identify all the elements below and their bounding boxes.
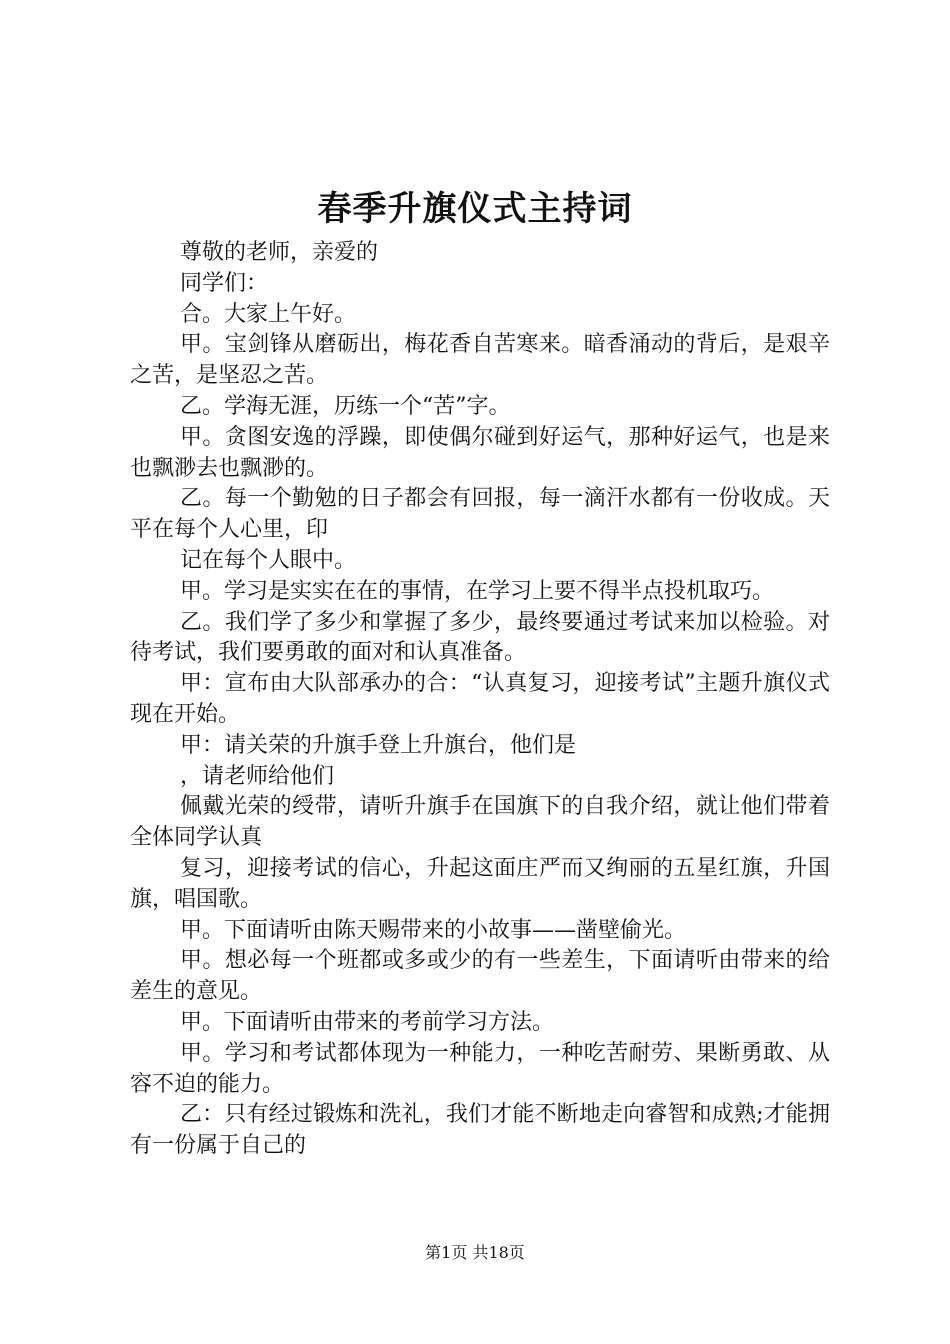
- paragraph: 乙。学海无涯，历练一个“苦”字。: [180, 393, 511, 419]
- paragraph: 甲。宝剑锋从磨砺出，梅花香自苦寒来。暗香涌动的背后，是艰辛之苦，是坚忍之苦。: [130, 332, 830, 389]
- document-body: [130, 238, 830, 1162]
- paragraph: 记在每个人眼中。: [180, 547, 357, 573]
- page-footer: 第1页 共18页: [425, 1243, 525, 1262]
- paragraph: 甲。下面请听由带来的考前学习方法。: [180, 1009, 555, 1035]
- paragraph: 佩戴光荣的绶带，请听升旗手在国旗下的自我介绍，就让他们带着全体同学认真: [130, 794, 830, 851]
- document-title: 春季升旗仪式主持词: [317, 189, 633, 229]
- paragraph: 甲。学习和考试都体现为一种能力，一种吃苦耐劳、果断勇敢、从容不迫的能力。: [130, 1040, 830, 1097]
- paragraph: 乙。我们学了多少和掌握了多少，最终要通过考试来加以检验。对待考试，我们要勇敢的面对和认真准备。: [130, 609, 830, 666]
- paragraph: 同学们：: [180, 270, 269, 296]
- paragraph: 复习，迎接考试的信心，升起这面庄严而又绚丽的五星红旗，升国旗，唱国歌。: [130, 855, 830, 912]
- paragraph: 合。大家上午好。: [180, 301, 357, 327]
- paragraph: ，请老师给他们: [180, 763, 335, 789]
- paragraph: 乙。每一个勤勉的日子都会有回报，每一滴汗水都有一份收成。天平在每个人心里，印: [130, 486, 830, 543]
- paragraph: 甲：请关荣的升旗手登上升旗台，他们是: [180, 732, 577, 758]
- paragraph: 甲。下面请听由陈天赐带来的小故事——凿壁偷光。: [180, 917, 687, 943]
- paragraph: 尊敬的老师，亲爱的: [180, 240, 379, 265]
- paragraph: 甲。贪图安逸的浮躁，即使偶尔碰到好运气，那种好运气，也是来也飘渺去也飘渺的。: [130, 424, 830, 481]
- paragraph: 甲。学习是实实在在的事情，在学习上要不得半点投机取巧。: [180, 578, 775, 604]
- paragraph: 甲。想必每一个班都或多或少的有一些差生，下面请听由带来的给差生的意见。: [130, 948, 830, 1005]
- paragraph: 甲：宣布由大队部承办的合：“认真复习，迎接考试”主题升旗仪式现在开始。: [130, 671, 830, 727]
- paragraph: 乙：只有经过锻炼和洗礼，我们才能不断地走向睿智和成熟;才能拥有一份属于自己的: [130, 1102, 830, 1159]
